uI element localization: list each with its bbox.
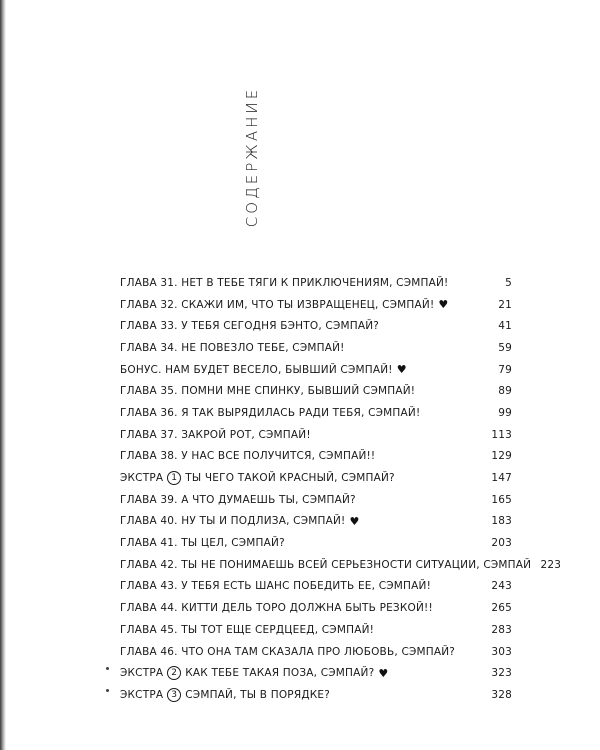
entry-title-wrap	[120, 385, 415, 397]
toc-entry[interactable]	[120, 684, 512, 706]
margin-dot	[106, 689, 109, 692]
entry-title: ГЛАВА 46. ЧТО ОНА ТАМ СКАЗАЛА ПРО ЛЮБОВЬ, СЭМПАЙ?	[120, 645, 456, 658]
entry-prefix: ЭКСТРА	[120, 472, 164, 485]
heart-icon: ♥	[378, 666, 389, 680]
entry-title: ГЛАВА 36. Я ТАК ВЫРЯДИЛАСЬ РАДИ ТЕБЯ, СЭМПАЙ!	[120, 406, 421, 419]
entry-title-wrap	[120, 580, 431, 592]
entry-title-wrap	[120, 429, 311, 441]
entry-page-number: 243	[491, 580, 512, 593]
entry-title-wrap	[120, 471, 395, 485]
entry-title-wrap	[120, 515, 360, 527]
toc-entry[interactable]	[120, 337, 512, 359]
entry-page-number: 303	[491, 645, 512, 658]
toc-entry[interactable]	[120, 380, 512, 402]
entry-title-wrap	[120, 646, 455, 658]
toc-entry[interactable]	[120, 315, 512, 337]
entry-title-wrap	[120, 494, 356, 506]
toc-entry[interactable]	[120, 532, 512, 554]
entry-title-wrap	[120, 688, 330, 702]
entry-title-wrap	[120, 299, 448, 311]
entry-title-wrap	[120, 407, 420, 419]
entry-title: ГЛАВА 35. ПОМНИ МНЕ СПИНКУ, БЫВШИЙ СЭМПАЙ!	[120, 385, 416, 398]
entry-title: ГЛАВА 42. ТЫ НЕ ПОНИМАЕШЬ ВСЕЙ СЕРЬЕЗНОСТИ СИТУАЦИИ, СЭМПАЙ	[120, 558, 532, 571]
entry-title-wrap	[120, 320, 379, 332]
toc-entry[interactable]	[120, 359, 512, 381]
heart-icon: ♥	[438, 298, 449, 312]
entry-title-wrap	[120, 537, 285, 549]
entry-title-wrap	[120, 450, 375, 462]
toc-list	[120, 272, 562, 706]
entry-page-number: 147	[491, 472, 512, 485]
toc-entry[interactable]	[120, 576, 512, 598]
entry-page-number: 21	[498, 298, 512, 311]
entry-page-number: 59	[498, 341, 512, 354]
entry-title: ГЛАВА 43. У ТЕБЯ ЕСТЬ ШАНС ПОБЕДИТЬ ЕЕ, СЭМПАЙ!	[120, 580, 431, 593]
entry-page-number: 79	[498, 363, 512, 376]
entry-page-number: 203	[491, 537, 512, 550]
entry-title-wrap	[120, 342, 345, 354]
entry-prefix: ЭКСТРА	[120, 688, 164, 701]
entry-title: ГЛАВА 40. НУ ТЫ И ПОДЛИЗА, СЭМПАЙ!	[120, 515, 346, 528]
entry-title: ГЛАВА 37. ЗАКРОЙ РОТ, СЭМПАЙ!	[120, 428, 311, 441]
entry-page-number: 99	[498, 406, 512, 419]
circled-number: 2	[167, 666, 181, 680]
entry-prefix: ЭКСТРА	[120, 667, 164, 680]
toc-entry[interactable]	[120, 641, 512, 663]
heart-icon: ♥	[396, 363, 407, 377]
entry-title: СЭМПАЙ, ТЫ В ПОРЯДКЕ?	[185, 688, 330, 701]
toc-entry[interactable]	[120, 467, 512, 489]
toc-entry[interactable]	[120, 511, 512, 533]
entry-page-number: 328	[491, 688, 512, 701]
toc-entry[interactable]	[120, 294, 512, 316]
entry-page-number: 283	[491, 623, 512, 636]
toc-entry[interactable]	[120, 402, 512, 424]
toc-entry[interactable]	[120, 424, 512, 446]
entry-page-number: 41	[498, 320, 512, 333]
entry-title: ГЛАВА 33. У ТЕБЯ СЕГОДНЯ БЭНТО, СЭМПАЙ?	[120, 320, 380, 333]
toc-heading-text: СОДЕРЖАНИЕ	[243, 86, 261, 228]
toc-entry[interactable]	[120, 619, 512, 641]
entry-page-number: 323	[491, 667, 512, 680]
entry-page-number: 223	[540, 558, 562, 571]
margin-dot	[106, 667, 109, 670]
entry-title: ГЛАВА 31. НЕТ В ТЕБЕ ТЯГИ К ПРИКЛЮЧЕНИЯМ, СЭМПАЙ!	[120, 276, 449, 289]
toc-entry[interactable]	[120, 597, 512, 619]
entry-title-wrap	[120, 666, 388, 680]
circled-number: 3	[167, 688, 181, 702]
toc-entry[interactable]	[120, 662, 512, 684]
entry-title: ГЛАВА 41. ТЫ ЦЕЛ, СЭМПАЙ?	[120, 537, 285, 550]
entry-page-number: 113	[491, 428, 512, 441]
entry-title-wrap	[120, 624, 374, 636]
entry-title-wrap	[120, 364, 407, 376]
toc-entry[interactable]	[120, 489, 512, 511]
toc-entry[interactable]	[120, 554, 562, 576]
circled-number: 1	[167, 471, 181, 485]
page-edge-shadow	[0, 0, 6, 750]
entry-title: ГЛАВА 32. СКАЖИ ИМ, ЧТО ТЫ ИЗВРАЩЕНЕЦ, СЭМПАЙ!	[120, 298, 435, 311]
entry-title: ГЛАВА 38. У НАС ВСЕ ПОЛУЧИТСЯ, СЭМПАЙ!!	[120, 450, 376, 463]
entry-title: ГЛАВА 45. ТЫ ТОТ ЕЩЕ СЕРДЦЕЕД, СЭМПАЙ!	[120, 623, 375, 636]
entry-title: КАК ТЕБЕ ТАКАЯ ПОЗА, СЭМПАЙ?	[185, 667, 375, 680]
entry-title: ТЫ ЧЕГО ТАКОЙ КРАСНЫЙ, СЭМПАЙ?	[185, 472, 395, 485]
entry-page-number: 183	[491, 515, 512, 528]
entry-title-wrap	[120, 277, 448, 289]
entry-page-number: 265	[491, 602, 512, 615]
entry-title-wrap	[120, 602, 433, 614]
toc-entry[interactable]	[120, 446, 512, 468]
toc-heading	[232, 82, 272, 232]
entry-title-wrap	[120, 559, 531, 571]
entry-page-number: 5	[505, 276, 512, 289]
entry-page-number: 165	[491, 493, 512, 506]
entry-title: БОНУС. НАМ БУДЕТ ВЕСЕЛО, БЫВШИЙ СЭМПАЙ!	[120, 363, 393, 376]
heart-icon: ♥	[349, 514, 360, 528]
toc-entry[interactable]	[120, 272, 512, 294]
entry-title: ГЛАВА 39. А ЧТО ДУМАЕШЬ ТЫ, СЭМПАЙ?	[120, 493, 356, 506]
entry-title: ГЛАВА 34. НЕ ПОВЕЗЛО ТЕБЕ, СЭМПАЙ!	[120, 341, 345, 354]
entry-page-number: 129	[491, 450, 512, 463]
entry-title: ГЛАВА 44. КИТТИ ДЕЛЬ ТОРО ДОЛЖНА БЫТЬ РЕЗКОЙ!!	[120, 602, 433, 615]
entry-page-number: 89	[498, 385, 512, 398]
